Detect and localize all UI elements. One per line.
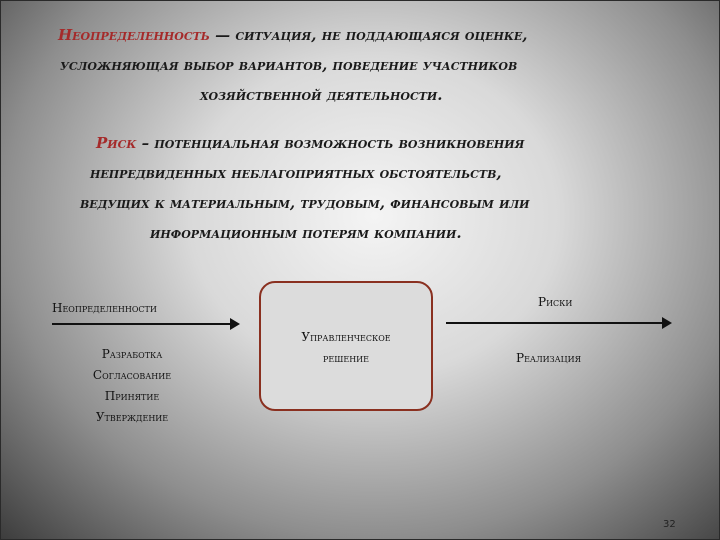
definition-risk-line-1: – потенциальная возможность возникновения [141, 134, 525, 152]
definition-risk-line-2: непредвиденных неблагоприятных обстоятельств, [90, 164, 502, 182]
page-number: 32 [663, 519, 676, 530]
definition-uncertainty [0, 20, 720, 110]
step-confirmation: Утверждение [95, 410, 169, 424]
definition-uncertainty-line-2: усложняющая выбор вариантов, поведение участников [60, 56, 518, 74]
definition-uncertainty-line-1: — ситуация, не поддающаяся оценке, [215, 26, 528, 44]
step-development: Разработка [101, 347, 163, 361]
left-steps [60, 344, 204, 428]
arrow-left [52, 323, 238, 325]
term-uncertainty: Неопределенность [58, 26, 210, 44]
definition-risk-line-4: информационным потерям компании. [150, 224, 462, 242]
decision-line-2: решение [323, 351, 369, 365]
step-adoption: Принятие [104, 389, 160, 403]
definition-risk-line-3: ведущих к материальным, трудовым, финансовым или [80, 194, 530, 212]
step-approval: Согласование [92, 368, 172, 382]
definition-uncertainty-line-3: хозяйственной деятельности. [200, 86, 443, 104]
arrow-right [446, 322, 670, 324]
label-risks: Риски [538, 295, 573, 309]
definition-risk [0, 128, 720, 248]
term-risk: Риск [96, 134, 137, 152]
label-implementation: Реализация [516, 351, 582, 365]
decision-line-1: Управленческое [301, 330, 391, 344]
label-uncertainties: Неопределенности [52, 301, 157, 315]
